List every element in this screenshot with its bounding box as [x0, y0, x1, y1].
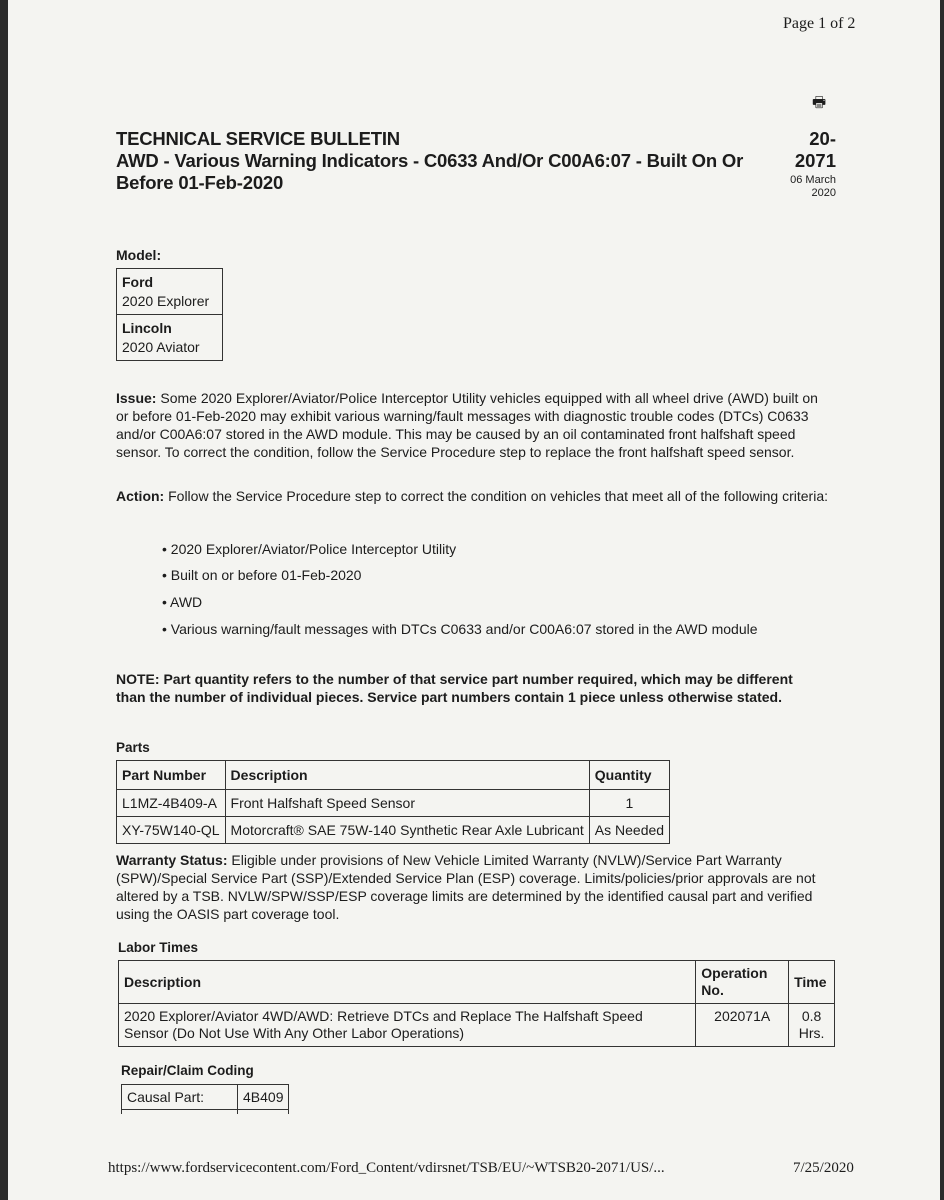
- note-paragraph: NOTE: Part quantity refers to the number of that service part number required, which may be different than the number of individual pieces. Service part numbers contain 1 piece unless otherwise stated.: [116, 671, 793, 705]
- tsb-number-line2: 2071: [794, 150, 836, 171]
- model-name: 2020 Aviator: [122, 339, 200, 355]
- issue-label: Issue:: [116, 390, 157, 406]
- footer-url[interactable]: https://www.fordservicecontent.com/Ford_Content/vdirsnet/TSB/EU/~WTSB20-2071/US/...: [108, 1160, 665, 1176]
- table-row: [117, 817, 670, 844]
- part-quantity: As Needed: [589, 817, 669, 844]
- model-entry: [117, 269, 222, 314]
- criteria-item: • Various warning/fault messages with DTCs C0633 and/or C00A6:07 stored in the AWD module: [162, 621, 758, 637]
- footer-date: 7/25/2020: [793, 1160, 854, 1176]
- model-make: Ford: [122, 274, 154, 290]
- issue-text: Some 2020 Explorer/Aviator/Police Interceptor Utility vehicles equipped with all wheel drive (AWD) built on or before 01-Feb-2020 may exhibit various warning/fault messages with diagnostic trouble codes (DTCs) C0633 and/or C00A6:07 stored in the AWD module. This may be caused by an oil contaminated front halfshaft speed sensor. To correct the condition, follow the Service Procedure step to replace the front halfshaft speed sensor.: [116, 390, 818, 460]
- labor-description: 2020 Explorer/Aviator 4WD/AWD: Retrieve DTCs and Replace The Halfshaft Speed Sensor (Do Not Use With Any Other Labor Operations): [119, 1004, 696, 1047]
- criteria-item: • 2020 Explorer/Aviator/Police Interceptor Utility: [162, 541, 457, 557]
- model-entry: [117, 314, 222, 360]
- part-description: Motorcraft® SAE 75W-140 Synthetic Rear Axle Lubricant: [225, 817, 589, 844]
- labor-header-cell: Operation No.: [696, 961, 789, 1004]
- repair-coding-label: Repair/Claim Coding: [121, 1063, 254, 1078]
- table-row: [122, 1085, 289, 1110]
- warranty-paragraph: [116, 851, 816, 923]
- document-page: [8, 0, 940, 1200]
- model-name: 2020 Explorer: [122, 293, 210, 309]
- model-label: Model:: [116, 247, 162, 263]
- warranty-label: Warranty Status:: [116, 852, 228, 868]
- table-row: [117, 790, 670, 817]
- part-description: Front Halfshaft Speed Sensor: [225, 790, 589, 817]
- parts-header-cell: Quantity: [589, 761, 669, 790]
- table-row: [119, 1004, 835, 1047]
- labor-operation-number: 202071A: [696, 1004, 789, 1047]
- causal-part-table: [121, 1084, 289, 1114]
- causal-part-value: 4B409: [238, 1085, 289, 1110]
- doc-type: TECHNICAL SERVICE BULLETIN: [116, 128, 400, 149]
- labor-header-cell: Time: [789, 961, 835, 1004]
- printer-icon[interactable]: 🖶: [812, 94, 827, 111]
- tsb-date-line1: 06 March: [790, 174, 836, 186]
- part-number: L1MZ-4B409-A: [117, 790, 226, 817]
- bulletin-title: AWD - Various Warning Indicators - C0633 And/Or C00A6:07 - Built On Or Before 01-Feb-2020: [116, 150, 744, 193]
- page-number: Page 1 of 2: [783, 15, 856, 32]
- action-label: Action:: [116, 488, 165, 504]
- action-paragraph: [116, 487, 831, 505]
- part-quantity: 1: [589, 790, 669, 817]
- action-text: Follow the Service Procedure step to correct the condition on vehicles that meet all of the following criteria:: [164, 488, 828, 504]
- tsb-number-line1: 20-: [809, 128, 836, 149]
- tsb-date-line2: 2020: [811, 187, 836, 199]
- labor-time: 0.8 Hrs.: [789, 1004, 835, 1047]
- part-number: XY-75W140-QL: [117, 817, 226, 844]
- tsb-number: [778, 128, 836, 172]
- criteria-item: • AWD: [162, 594, 203, 610]
- labor-label: Labor Times: [118, 940, 199, 955]
- criteria-item: • Built on or before 01-Feb-2020: [162, 567, 362, 583]
- parts-header-cell: Part Number: [117, 761, 226, 790]
- parts-table: [116, 760, 670, 844]
- labor-header-cell: Description: [119, 961, 696, 1004]
- table-row: [122, 1110, 289, 1115]
- model-table: [116, 268, 223, 361]
- tsb-date: [768, 174, 836, 200]
- parts-header-cell: Description: [225, 761, 589, 790]
- labor-table: [118, 960, 835, 1047]
- warranty-text: Eligible under provisions of New Vehicle Limited Warranty (NVLW)/Service Part Warranty (SPW)/Special Service Part (SSP)/Extended Service Plan (ESP) coverage. Limits/policies/prior approvals are not altered by a TSB. NVLW/SPW/SSP/ESP coverage limits are determined by the identified causal part and verified using the OASIS part coverage tool.: [116, 852, 816, 922]
- bulletin-header: [116, 128, 766, 194]
- labor-header-row: [119, 961, 835, 1004]
- parts-header-row: [117, 761, 670, 790]
- causal-part-label: Causal Part:: [122, 1085, 238, 1110]
- model-make: Lincoln: [122, 320, 172, 336]
- parts-label: Parts: [116, 740, 150, 755]
- issue-paragraph: [116, 389, 831, 461]
